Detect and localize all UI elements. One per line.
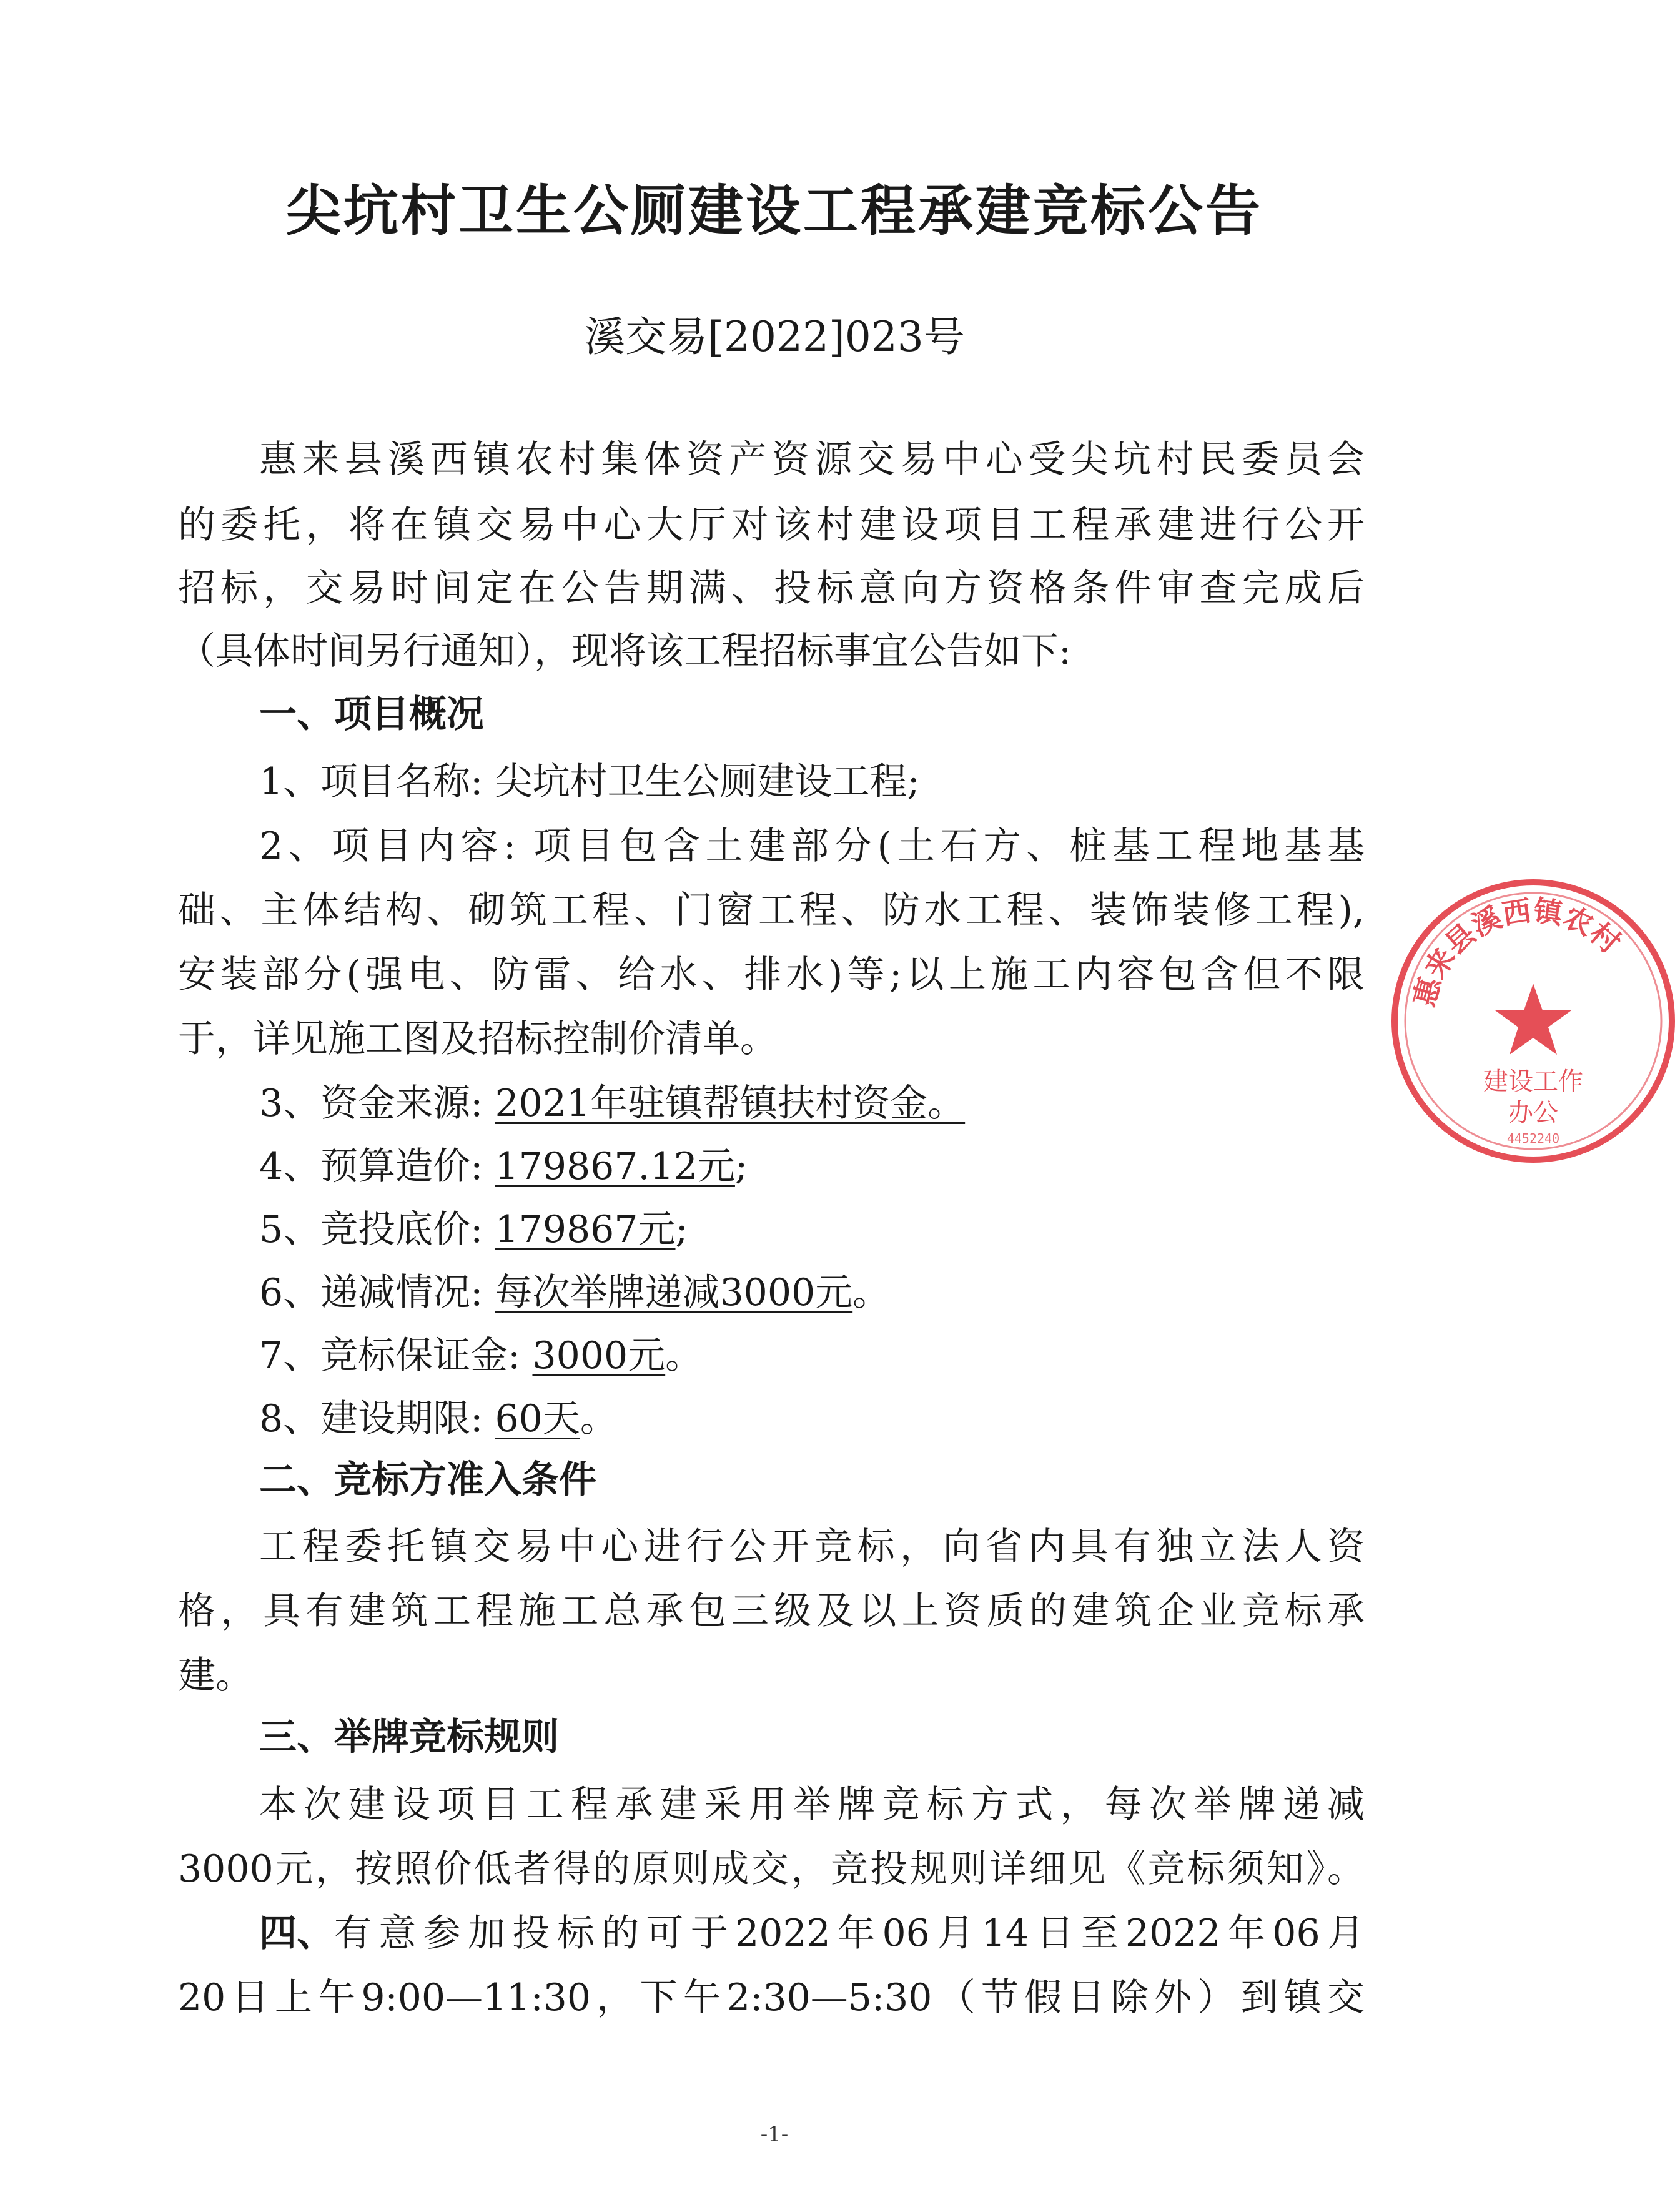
item-value: 60天 [495,1397,580,1441]
section-heading-rules: 三、举牌竞标规则 [259,1715,559,1759]
seal-bottom-text: 建设工作 [1483,1067,1583,1096]
section-heading-registration: 四、 [259,1911,334,1955]
item-suffix: ; [675,1208,688,1251]
item-label: 3、资金来源: [259,1082,495,1125]
seal-office-text: 办公 [1508,1098,1558,1127]
item-fund-source [259,1082,966,1125]
intro-line: 招标，交易时间定在公告期满、投标意向方资格条件审查完成后 [178,566,1365,610]
registration-line: 有意参加投标的可于2022年06月14日至2022年06月 [334,1911,1365,1955]
item-project-content: 安装部分(强电、防雷、给水、排水)等;以上施工内容包含但不限 [178,953,1365,997]
item-duration [259,1397,618,1441]
item-value: 179867.12元 [495,1145,735,1188]
eligibility-line: 建。 [178,1654,253,1697]
item-suffix: 。 [665,1334,703,1378]
section-heading-overview: 一、项目概况 [259,693,484,736]
intro-line: 惠来县溪西镇农村集体资产资源交易中心受尖坑村民委员会 [259,438,1365,481]
page-number: -1- [760,2122,789,2147]
item-suffix: 。 [852,1271,891,1314]
eligibility-line: 工程委托镇交易中心进行公开竞标，向省内具有独立法人资 [259,1525,1365,1569]
rules-line: 3000元，按照价低者得的原则成交，竞投规则详细见《竞标须知》。 [178,1847,1365,1891]
item-project-content: 2、项目内容: 项目包含土建部分(土石方、桩基工程地基基 [259,824,1365,868]
registration-line: 20日上午9:00—11:30，下午2:30—5:30（节假日除外）到镇交 [178,1976,1365,2020]
document-number: 溪交易[2022]023号 [584,313,965,361]
item-label: 4、预算造价: [259,1145,495,1188]
item-base-price [259,1208,688,1251]
section-heading-eligibility: 二、竞标方准入条件 [259,1458,596,1502]
item-budget [259,1145,748,1188]
intro-line: （具体时间另行通知），现将该工程招标事宜公告如下: [178,629,1072,673]
item-project-name: 1、项目名称: 尖坑村卫生公厕建设工程; [259,760,920,804]
item-value: 179867元 [495,1208,676,1251]
seal-serial-text: 4452240 [1506,1131,1560,1146]
section4-line [259,1911,1365,1955]
rules-line: 本次建设项目工程承建采用举牌竞标方式，每次举牌递减 [259,1783,1365,1827]
item-project-content: 于，详见施工图及招标控制价清单。 [178,1017,778,1061]
seal-arc-text: 惠来县溪西镇农村 [1407,893,1628,1010]
item-label: 8、建设期限: [259,1397,495,1441]
item-label: 6、递减情况: [259,1271,495,1314]
item-suffix: 。 [580,1397,618,1441]
item-value: 3000元 [532,1334,666,1378]
item-project-content: 础、主体结构、砌筑工程、门窗工程、防水工程、装饰装修工程), [178,889,1365,932]
item-label: 7、竞标保证金: [259,1334,533,1378]
item-value: 2021年驻镇帮镇扶村资金。 [495,1082,966,1125]
item-deposit [259,1334,703,1378]
eligibility-line: 格，具有建筑工程施工总承包三级及以上资质的建筑企业竞标承 [178,1589,1365,1633]
seal-star-icon [1495,984,1571,1055]
official-seal [1386,874,1680,1168]
item-suffix: ; [734,1145,748,1188]
item-decrement [259,1271,891,1314]
item-label: 5、竞投底价: [259,1208,495,1251]
item-value: 每次举牌递减3000元 [495,1271,853,1314]
document-title: 尖坑村卫生公厕建设工程承建竞标公告 [285,178,1263,243]
intro-line: 的委托，将在镇交易中心大厅对该村建设项目工程承建进行公开 [178,503,1365,547]
